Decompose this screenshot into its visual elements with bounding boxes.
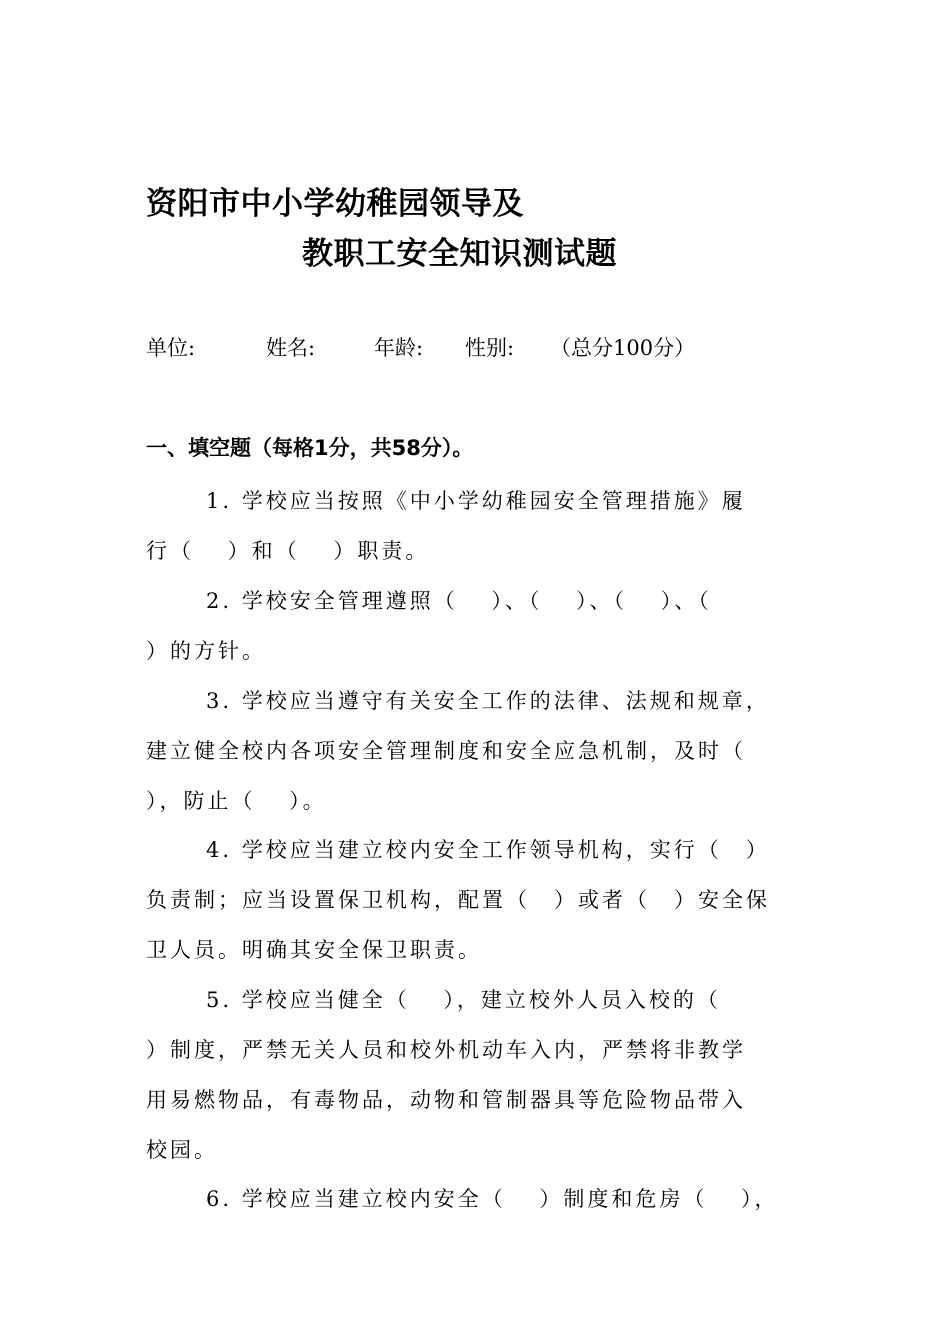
document-title-line-1: 资阳市中小学幼稚园领导及 bbox=[146, 186, 524, 222]
question-2-line-1: 2. 学校安全管理遵照（ ）、（ ）、（ ）、（ bbox=[206, 589, 712, 613]
document-title-line-2: 教职工安全知识测试题 bbox=[302, 236, 617, 272]
gender-label: 性别: bbox=[465, 336, 515, 360]
question-5-line-2: ）制度，严禁无关人员和校外机动车入内，严禁将非教学 bbox=[146, 1038, 746, 1062]
question-4-line-2: 负责制；应当设置保卫机构，配置（ ）或者（ ）安全保 bbox=[146, 888, 770, 912]
question-5-line-4: 校园。 bbox=[146, 1138, 218, 1162]
section-heading-fill-in: 一、填空题（每格1分，共58分）。 bbox=[146, 436, 474, 460]
question-4-line-1: 4. 学校应当建立校内安全工作领导机构，实行（ ） bbox=[206, 838, 770, 862]
question-1-line-2: 行（ ）和（ ）职责。 bbox=[146, 539, 430, 563]
question-6-line-1: 6. 学校应当建立校内安全（ ）制度和危房（ ）， bbox=[206, 1187, 779, 1211]
age-label: 年龄: bbox=[374, 336, 424, 360]
question-1-line-1: 1. 学校应当按照《中小学幼稚园安全管理措施》履 bbox=[206, 489, 746, 513]
name-label: 姓名: bbox=[266, 336, 316, 360]
question-5-line-3: 用易燃物品，有毒物品，动物和管制器具等危险物品带入 bbox=[146, 1088, 746, 1112]
unit-label: 单位: bbox=[146, 336, 196, 360]
question-3-line-2: 建立健全校内各项安全管理制度和安全应急机制，及时（ bbox=[146, 739, 746, 763]
total-score: （总分100分） bbox=[550, 336, 696, 360]
question-4-line-3: 卫人员。明确其安全保卫职责。 bbox=[146, 938, 482, 962]
question-3-line-3: ），防止（ ）。 bbox=[146, 789, 327, 813]
question-3-line-1: 3. 学校应当遵守有关安全工作的法律、法规和规章， bbox=[206, 689, 770, 713]
question-5-line-1: 5. 学校应当健全（ ），建立校外人员入校的（ bbox=[206, 988, 721, 1012]
question-2-line-2: ）的方针。 bbox=[146, 639, 266, 663]
